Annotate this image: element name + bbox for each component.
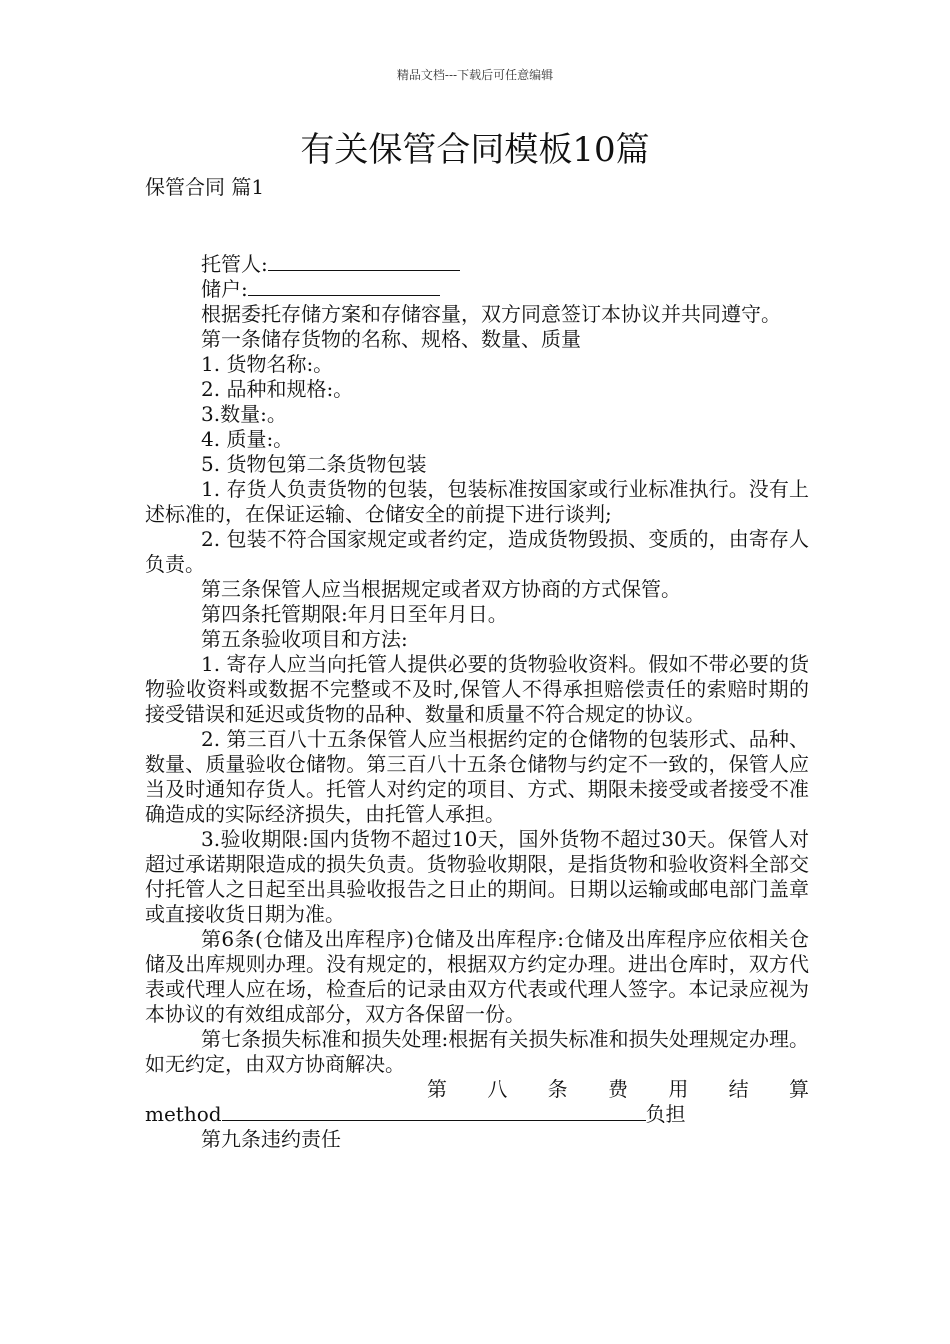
article8-blank xyxy=(222,1102,646,1121)
header-note: 精品文档---下载后可任意编辑 xyxy=(396,68,554,82)
article8-char: 费 xyxy=(607,1077,628,1101)
trustee-field xyxy=(145,252,809,277)
paragraph: 2. 第三百八十五条保管人应当根据约定的仓储物的包装形式、品种、数量、质量验收仓储物。第三百八十五条仓储物与约定不一致的，保管人应当及时通知存货人。托管人对约定的项目、方式、期限未接受或者接受不准确造成的实际经济损失，由托管人承担。 xyxy=(145,727,809,826)
article9-heading: 第九条违约责任 xyxy=(201,1127,341,1151)
article8-char: 八 xyxy=(487,1077,508,1101)
article8-char: 算 xyxy=(788,1077,809,1101)
paragraph: 1. 货物名称:。 xyxy=(201,352,334,376)
document-subtitle: 保管合同 篇1 xyxy=(145,175,265,199)
trustee-label: 托管人: xyxy=(201,252,268,276)
paragraph: 3.数量:。 xyxy=(201,402,287,426)
paragraph: 1. 存货人负责货物的包装，包装标准按国家或行业标准执行。没有上述标准的，在保证运输、仓储安全的前提下进行谈判; xyxy=(145,477,809,526)
article8-char: 条 xyxy=(547,1077,568,1101)
article8-char: 结 xyxy=(728,1077,749,1101)
paragraph: 第三条保管人应当根据规定或者双方协商的方式保管。 xyxy=(201,577,681,601)
trustee-blank xyxy=(268,252,460,271)
paragraph: 4. 质量:。 xyxy=(201,427,294,451)
paragraph: 第七条损失标准和损失处理:根据有关损失标准和损失处理规定办理。如无约定，由双方协商解决。 xyxy=(145,1027,809,1076)
paragraph: 第五条验收项目和方法: xyxy=(201,627,408,651)
article8-char: 第 xyxy=(427,1077,447,1101)
document-body xyxy=(145,252,809,1152)
article8-char: 用 xyxy=(668,1077,689,1101)
article8-heading xyxy=(145,1077,809,1102)
paragraph: 第四条托管期限:年月日至年月日。 xyxy=(201,602,508,626)
paragraph: 1. 寄存人应当向托管人提供必要的货物验收资料。假如不带必要的货物验收资料或数据不完整或不及时,保管人不得承担赔偿责任的索赔时期的接受错误和延迟或货物的品种、数量和质量不符合规定的协议。 xyxy=(145,652,809,726)
depositor-label: 储户: xyxy=(201,277,248,301)
paragraph: 2. 品种和规格:。 xyxy=(201,377,354,401)
article8-line xyxy=(145,1102,809,1127)
paragraph: 第6条(仓储及出库程序)仓储及出库程序:仓储及出库程序应依相关仓储及出库规则办理。没有规定的，根据双方约定办理。进出仓库时，双方代表或代理人应在场，检查后的记录由双方代表或代理人签字。本记录应视为本协议的有效组成部分，双方各保留一份。 xyxy=(145,927,809,1026)
article8-prefix: method xyxy=(145,1102,222,1126)
paragraph: 2. 包装不符合国家规定或者约定，造成货物毁损、变质的，由寄存人负责。 xyxy=(145,527,809,576)
depositor-blank xyxy=(248,277,440,296)
paragraph: 5. 货物包第二条货物包装 xyxy=(201,452,427,476)
depositor-field xyxy=(145,277,809,302)
article8-suffix: 负担 xyxy=(645,1102,686,1126)
paragraph: 根据委托存储方案和存储容量，双方同意签订本协议并共同遵守。 xyxy=(201,302,781,326)
paragraph: 3.验收期限:国内货物不超过10天，国外货物不超过30天。保管人对超过承诺期限造成的损失负责。货物验收期限，是指货物和验收资料全部交付托管人之日起至出具验收报告之日止的期间。日期以运输或邮电部门盖章或直接收货日期为准。 xyxy=(145,827,809,926)
document-title: 有关保管合同模板10篇 xyxy=(300,130,650,170)
paragraph: 第一条储存货物的名称、规格、数量、质量 xyxy=(201,327,581,351)
